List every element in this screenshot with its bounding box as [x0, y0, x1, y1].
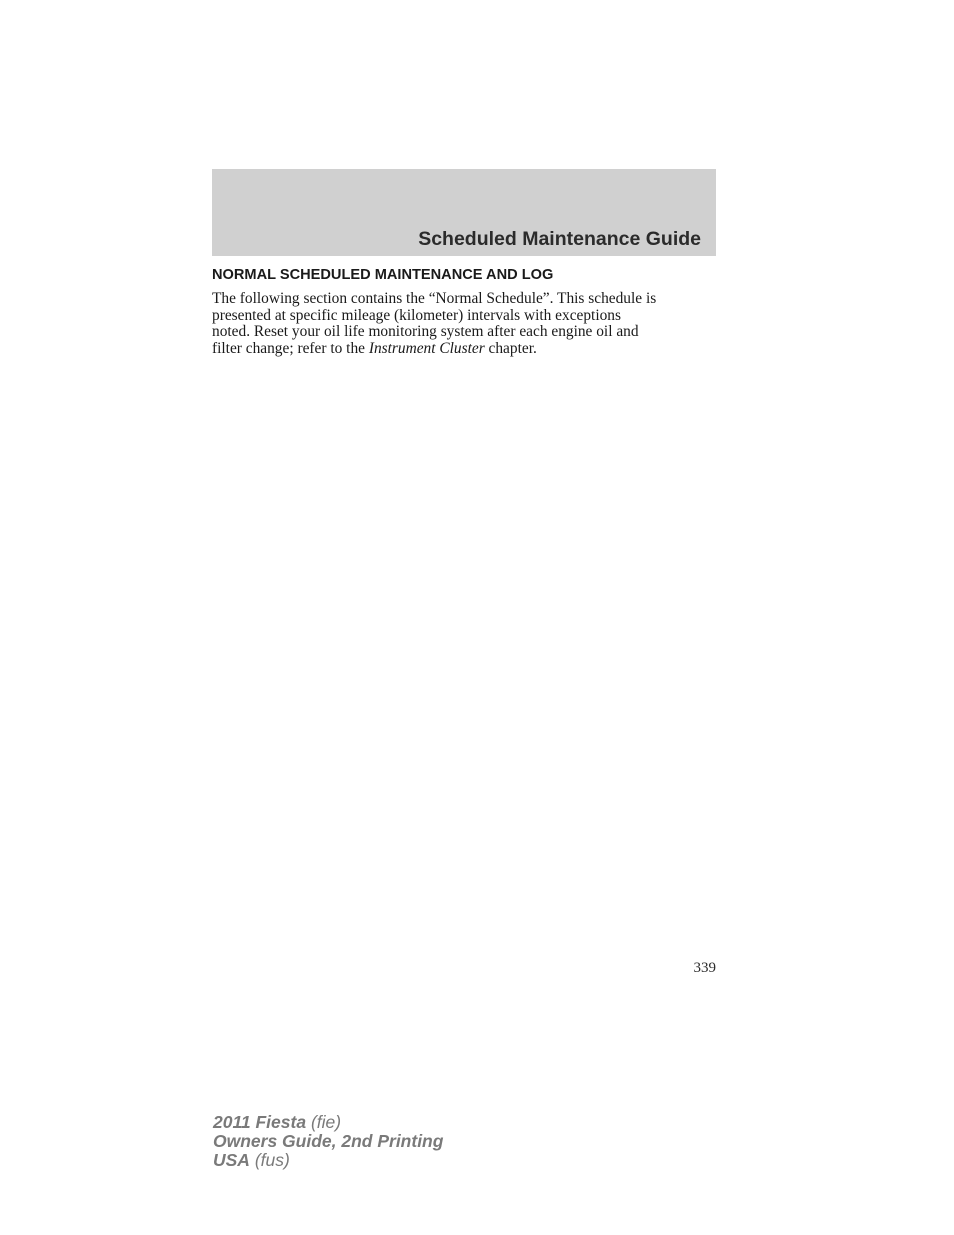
page-number: 339: [693, 960, 716, 976]
footer-market: USA: [213, 1149, 250, 1170]
footer-line: [213, 1132, 443, 1151]
footer-edition: Owners Guide, 2nd Printing: [213, 1130, 444, 1151]
footer-model: 2011 Fiesta: [213, 1112, 307, 1132]
footer-code: (fus): [249, 1149, 290, 1170]
paragraph-line: noted. Reset your oil life monitoring system after each engine oil and: [212, 323, 639, 341]
footer-code: (fie): [306, 1112, 342, 1132]
chapter-header-band: [212, 169, 716, 256]
footer-line: [213, 1113, 443, 1132]
footer-imprint: [213, 1113, 443, 1169]
paragraph-text: chapter.: [484, 339, 537, 357]
paragraph-line: presented at specific mileage (kilometer) intervals with exceptions: [212, 306, 621, 324]
chapter-title: Scheduled Maintenance Guide: [418, 228, 701, 250]
paragraph-line: The following section contains the “Normal Schedule”. This schedule is: [212, 290, 657, 307]
section-heading: NORMAL SCHEDULED MAINTENANCE AND LOG: [212, 267, 554, 283]
paragraph-line: [212, 341, 716, 358]
body-paragraph: [212, 291, 716, 357]
paragraph-text: filter change; refer to the: [212, 339, 369, 357]
chapter-reference: Instrument Cluster: [368, 339, 485, 357]
footer-line: [213, 1151, 443, 1170]
